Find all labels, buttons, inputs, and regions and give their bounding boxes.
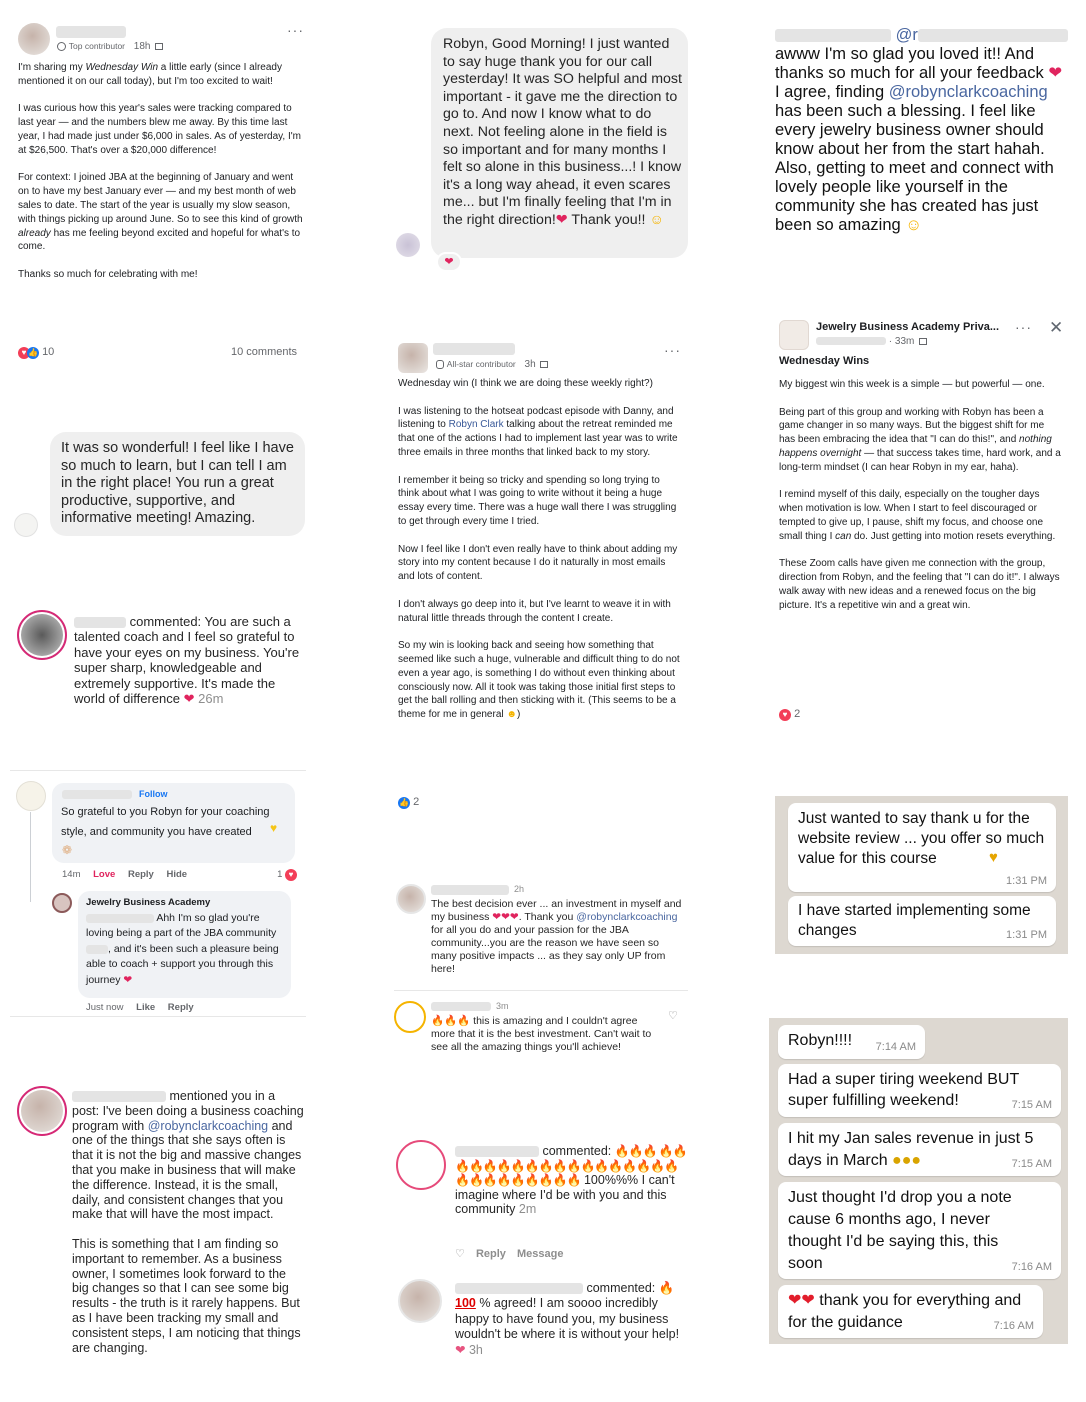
reaction-summary[interactable]: 👍 2: [399, 796, 420, 808]
fire-icon: 🔥🔥🔥: [431, 1015, 471, 1027]
comment-text: commented: 🔥 100 % agreed! I am soooo incredibly happy to have found you, my business wouldn't be where it is without your help! ❤ 3h: [455, 1281, 680, 1357]
message-text: Robyn, Good Morning! I just wanted to say huge thank you for our call yesterday! It was SO helpful and most important - it gave me the direction to go to. And now I know what to do next. Not feeling alone in the field is so important and for many months I felt so alone in this business...! I know it's a long way ahead, it even scares me... but I'm finally feeling that I'm in the right direction!❤ Thank you!! ☺: [443, 36, 682, 228]
badge-icon: [57, 42, 66, 51]
comment-text: So grateful to you Robyn for your coaching style, and community you have created: [61, 806, 270, 838]
redacted-name: [431, 1002, 491, 1011]
like-button[interactable]: Like: [136, 1002, 156, 1013]
emoji-icon: ●●●: [892, 1152, 922, 1169]
heart-icon[interactable]: ♡: [668, 1010, 678, 1022]
message-bubble: [50, 432, 305, 536]
avatar[interactable]: [396, 1140, 446, 1190]
chat-message: I hit my Jan sales revenue in just 5 days in March ●●● 7:15 AM: [778, 1123, 1061, 1176]
emoji-icon: ♥: [989, 849, 998, 866]
avatar[interactable]: [394, 1001, 426, 1033]
badge-icon: [436, 360, 444, 369]
redacted-name: [56, 26, 126, 38]
reply-bubble: [78, 891, 291, 998]
post-meta: [436, 359, 548, 370]
post-time: 18h: [133, 41, 151, 52]
hundred-icon: 100: [455, 1296, 476, 1311]
heart-icon: ❤: [183, 691, 195, 707]
chat-message: ❤❤ thank you for everything and for the guidance 7:16 AM: [778, 1285, 1043, 1338]
comment-text: @r awww I'm so glad you loved it!! And thanks so much for all your feedback ❤ I agree, finding @robynclarkcoaching has been such a blessing. I feel like every jewelry business owner should know about her from the start hahah. Also, getting to meet and connect with lovely people like yourself in the community she has created has just been so amazing ☺: [775, 26, 1069, 235]
chat-message: Just wanted to say thank u for the website review ... you offer so much value for this course ♥ 1:31 PM: [788, 803, 1056, 892]
comment-time: 3m: [496, 1001, 509, 1011]
heart-icon[interactable]: ♡: [455, 1248, 465, 1260]
reaction-summary[interactable]: ♥ 👍 10: [18, 346, 54, 359]
avatar: [14, 513, 38, 537]
group-name[interactable]: Jewelry Business Academy Priva...: [816, 321, 1000, 333]
fire-icon: 🔥🔥🔥 🔥🔥🔥🔥🔥🔥🔥🔥🔥🔥🔥🔥🔥🔥🔥🔥🔥🔥🔥🔥🔥🔥🔥🔥🔥🔥🔥: [455, 1144, 687, 1187]
notification-text: commented: You are such a talented coach and I feel so grateful to have your eyes on my business. You're super sharp, knowledgeable and extremely supportive. It's made the world of difference ❤ 26m: [74, 614, 300, 707]
contributor-badge: All-star contributor: [446, 359, 516, 369]
heart-icon: ♥: [18, 347, 30, 359]
message-text: It was so wonderful! I feel like I have so much to learn, but I can tell I am in the right place! You run a great productive, supportive, and informative meeting! Amazing.: [61, 440, 294, 527]
avatar[interactable]: [398, 343, 428, 373]
reply-text: Ahh I'm so glad you're loving being a part of the JBA community , and it's been such a pleasure being able to coach + support you through this journey ❤: [86, 912, 279, 986]
avatar[interactable]: [17, 1086, 67, 1136]
message-button[interactable]: Message: [516, 1248, 564, 1260]
post-meta: [57, 41, 163, 52]
post-body: I'm sharing my Wednesday Win a little early (since I already mentioned it on our call today), but I'm too excited to wait! I was curious how this year's sales were tracking compared to last year — and the numbers blew me away. By this time last year, I had made just under $6,000 in sales. As of yesterday, I'm at $26,500. That's over a $20,000 difference! For context: I joined JBA at the beginning of January and went on to have my best January ever — and my best month of web sales to date. The start of the year is usually my slow season, with things picking up around June. So to see this kind of growth already has me feeling beyond excited and hopeful for what's to come. Thanks so much for celebrating with me!: [18, 62, 303, 280]
comment-actions: 14m Love Reply Hide 1 ♥: [62, 869, 302, 880]
avatar[interactable]: [396, 884, 426, 914]
reply-button[interactable]: Reply: [475, 1248, 506, 1260]
hide-button[interactable]: Hide: [166, 869, 188, 880]
post-body: Wednesday win (I think we are doing these weekly right?) I was listening to the hotseat podcast episode with Danny, and listening to Robyn Clark talking about the retreat reminded me that one of the actions I had to implement last year was to write three emails in three months that linked back to my story. I remember it being so tricky and spending so long trying to think about what I was going to write without it being a huge essay every time. There was a huge wall there I was struggling to get through every time I tried. Now I feel like I don't even really have to think about adding my story into my content because I do it naturally in most emails and lots of content. I don't always go deep into it, but I've learnt to weave it in with natural little threads through the content I create. So my win is looking back and seeing how something that seemed like such a huge, vulnerable and difficult thing to do not even a year ago, is something I do without even thinking about consciously now. All it took was taking those initial first steps to get the ball rolling and then sticking with it. (This seems to be a theme for me in general ☻): [398, 378, 680, 721]
message-bubble: [431, 28, 688, 258]
chat-message: Had a super tiring weekend BUT super fulfilling weekend! 7:15 AM: [778, 1064, 1061, 1117]
avatar[interactable]: [398, 1279, 442, 1323]
reply-actions: Just now Like Reply: [86, 1002, 194, 1013]
more-icon[interactable]: ···: [287, 22, 304, 38]
avatar[interactable]: [16, 781, 46, 811]
emoji-icon: ☺: [649, 211, 664, 228]
globe-icon: [540, 361, 548, 368]
avatar: [396, 233, 420, 257]
comment-bubble: [52, 783, 295, 863]
heart-icon: ♥: [285, 869, 297, 881]
contributor-badge: Top contributor: [68, 41, 126, 51]
like-icon: 👍: [399, 798, 409, 807]
globe-icon: [919, 338, 927, 345]
close-icon[interactable]: ✕: [1049, 318, 1064, 337]
more-icon[interactable]: ···: [1015, 319, 1032, 335]
reply-author[interactable]: Jewelry Business Academy: [86, 897, 211, 908]
redacted-name: [431, 885, 509, 895]
like-icon: 👍: [28, 348, 38, 357]
group-avatar[interactable]: [779, 320, 809, 350]
post-meta: · 33m: [816, 336, 927, 347]
comment-text: The best decision ever ... an investment in myself and my business ❤❤❤. Thank you @robynclarkcoaching for all you do and your passion for the JBA community...you are the reason we have seen so many positive impacts ... as they say only UP from here!: [431, 898, 682, 975]
redacted-name: [433, 343, 515, 355]
post-body: My biggest win this week is a simple — but powerful — one. Being part of this group and working with Robyn has been a game changer in so many ways. But the biggest shift for me has been embracing the idea that "I can do this!", and nothing happens overnight — that success takes time, hard work, and a long-term mindset (I can hear Robyn in my ear, haha). I remind myself of this daily, especially on the tougher days when motivation is low. When I start to feel discouraged or tempted to give up, I pause, shift my focus, and choose one small thing I can do. Just getting into motion resets everything. These Zoom calls have given me connection with the group, direction from Robyn, and the feeling that "I can do it!". I always walk away with new ideas and a renewed focus on the big picture. It's a repetitive win and a great win.: [779, 379, 1061, 611]
reply-button[interactable]: Reply: [127, 869, 154, 880]
love-button[interactable]: Love: [93, 869, 116, 880]
avatar[interactable]: [18, 23, 50, 55]
comments-count[interactable]: 10 comments: [231, 346, 298, 358]
follow-link[interactable]: Follow: [139, 789, 168, 799]
chat-message: I have started implementing some changes 1:31 PM: [788, 896, 1056, 946]
chat-message: Robyn!!!! 7:14 AM: [778, 1025, 925, 1059]
globe-icon: [155, 43, 163, 50]
reply-button[interactable]: Reply: [167, 1002, 194, 1013]
reaction-summary[interactable]: ♥ 2: [779, 708, 800, 721]
pray-emoji: ❁: [62, 843, 73, 857]
more-icon[interactable]: ···: [664, 342, 681, 358]
comment-text: 🔥🔥🔥 this is amazing and I couldn't agree more that it is the best investment. Can't wait to see all the amazing things you'll achieve!: [431, 1015, 652, 1053]
heart-icon: ♥: [779, 709, 791, 721]
comment-text: commented: 🔥🔥🔥 🔥🔥🔥🔥🔥🔥🔥🔥🔥🔥🔥🔥🔥🔥🔥🔥🔥🔥🔥🔥🔥🔥🔥🔥🔥🔥🔥 100%%% I can't imagine where I'd be with you and this community 2m: [455, 1144, 687, 1216]
comment-time: 2h: [514, 884, 525, 894]
avatar[interactable]: [17, 610, 67, 660]
comment-actions: [455, 1247, 563, 1260]
post-title: Wednesday Wins: [779, 355, 870, 367]
chat-message: Just thought I'd drop you a note cause 6 months ago, I never thought I'd be saying this, this soon 7:16 AM: [778, 1182, 1061, 1279]
heart-emoji: ♥: [270, 821, 278, 835]
page-avatar[interactable]: [52, 893, 72, 913]
post-time: 3h: [524, 359, 536, 370]
heart-reaction[interactable]: ❤: [436, 252, 462, 272]
mention-text: mentioned you in a post: I've been doing a business coaching program with @robynclarkcoaching and one of the things that she says often is that it is not the big and massive changes that you make in business that will make the difference. Instead, it is the small, daily, and consistent changes that you make that will have the most impact. This is something that I am finding so important to remember. As a business owner, I sometimes look forward to the big changes so that I can see some big results - the truth is it rarely happens. But as I have been tracking my small and consistent steps, I am noticing that things are changing.: [72, 1089, 304, 1355]
